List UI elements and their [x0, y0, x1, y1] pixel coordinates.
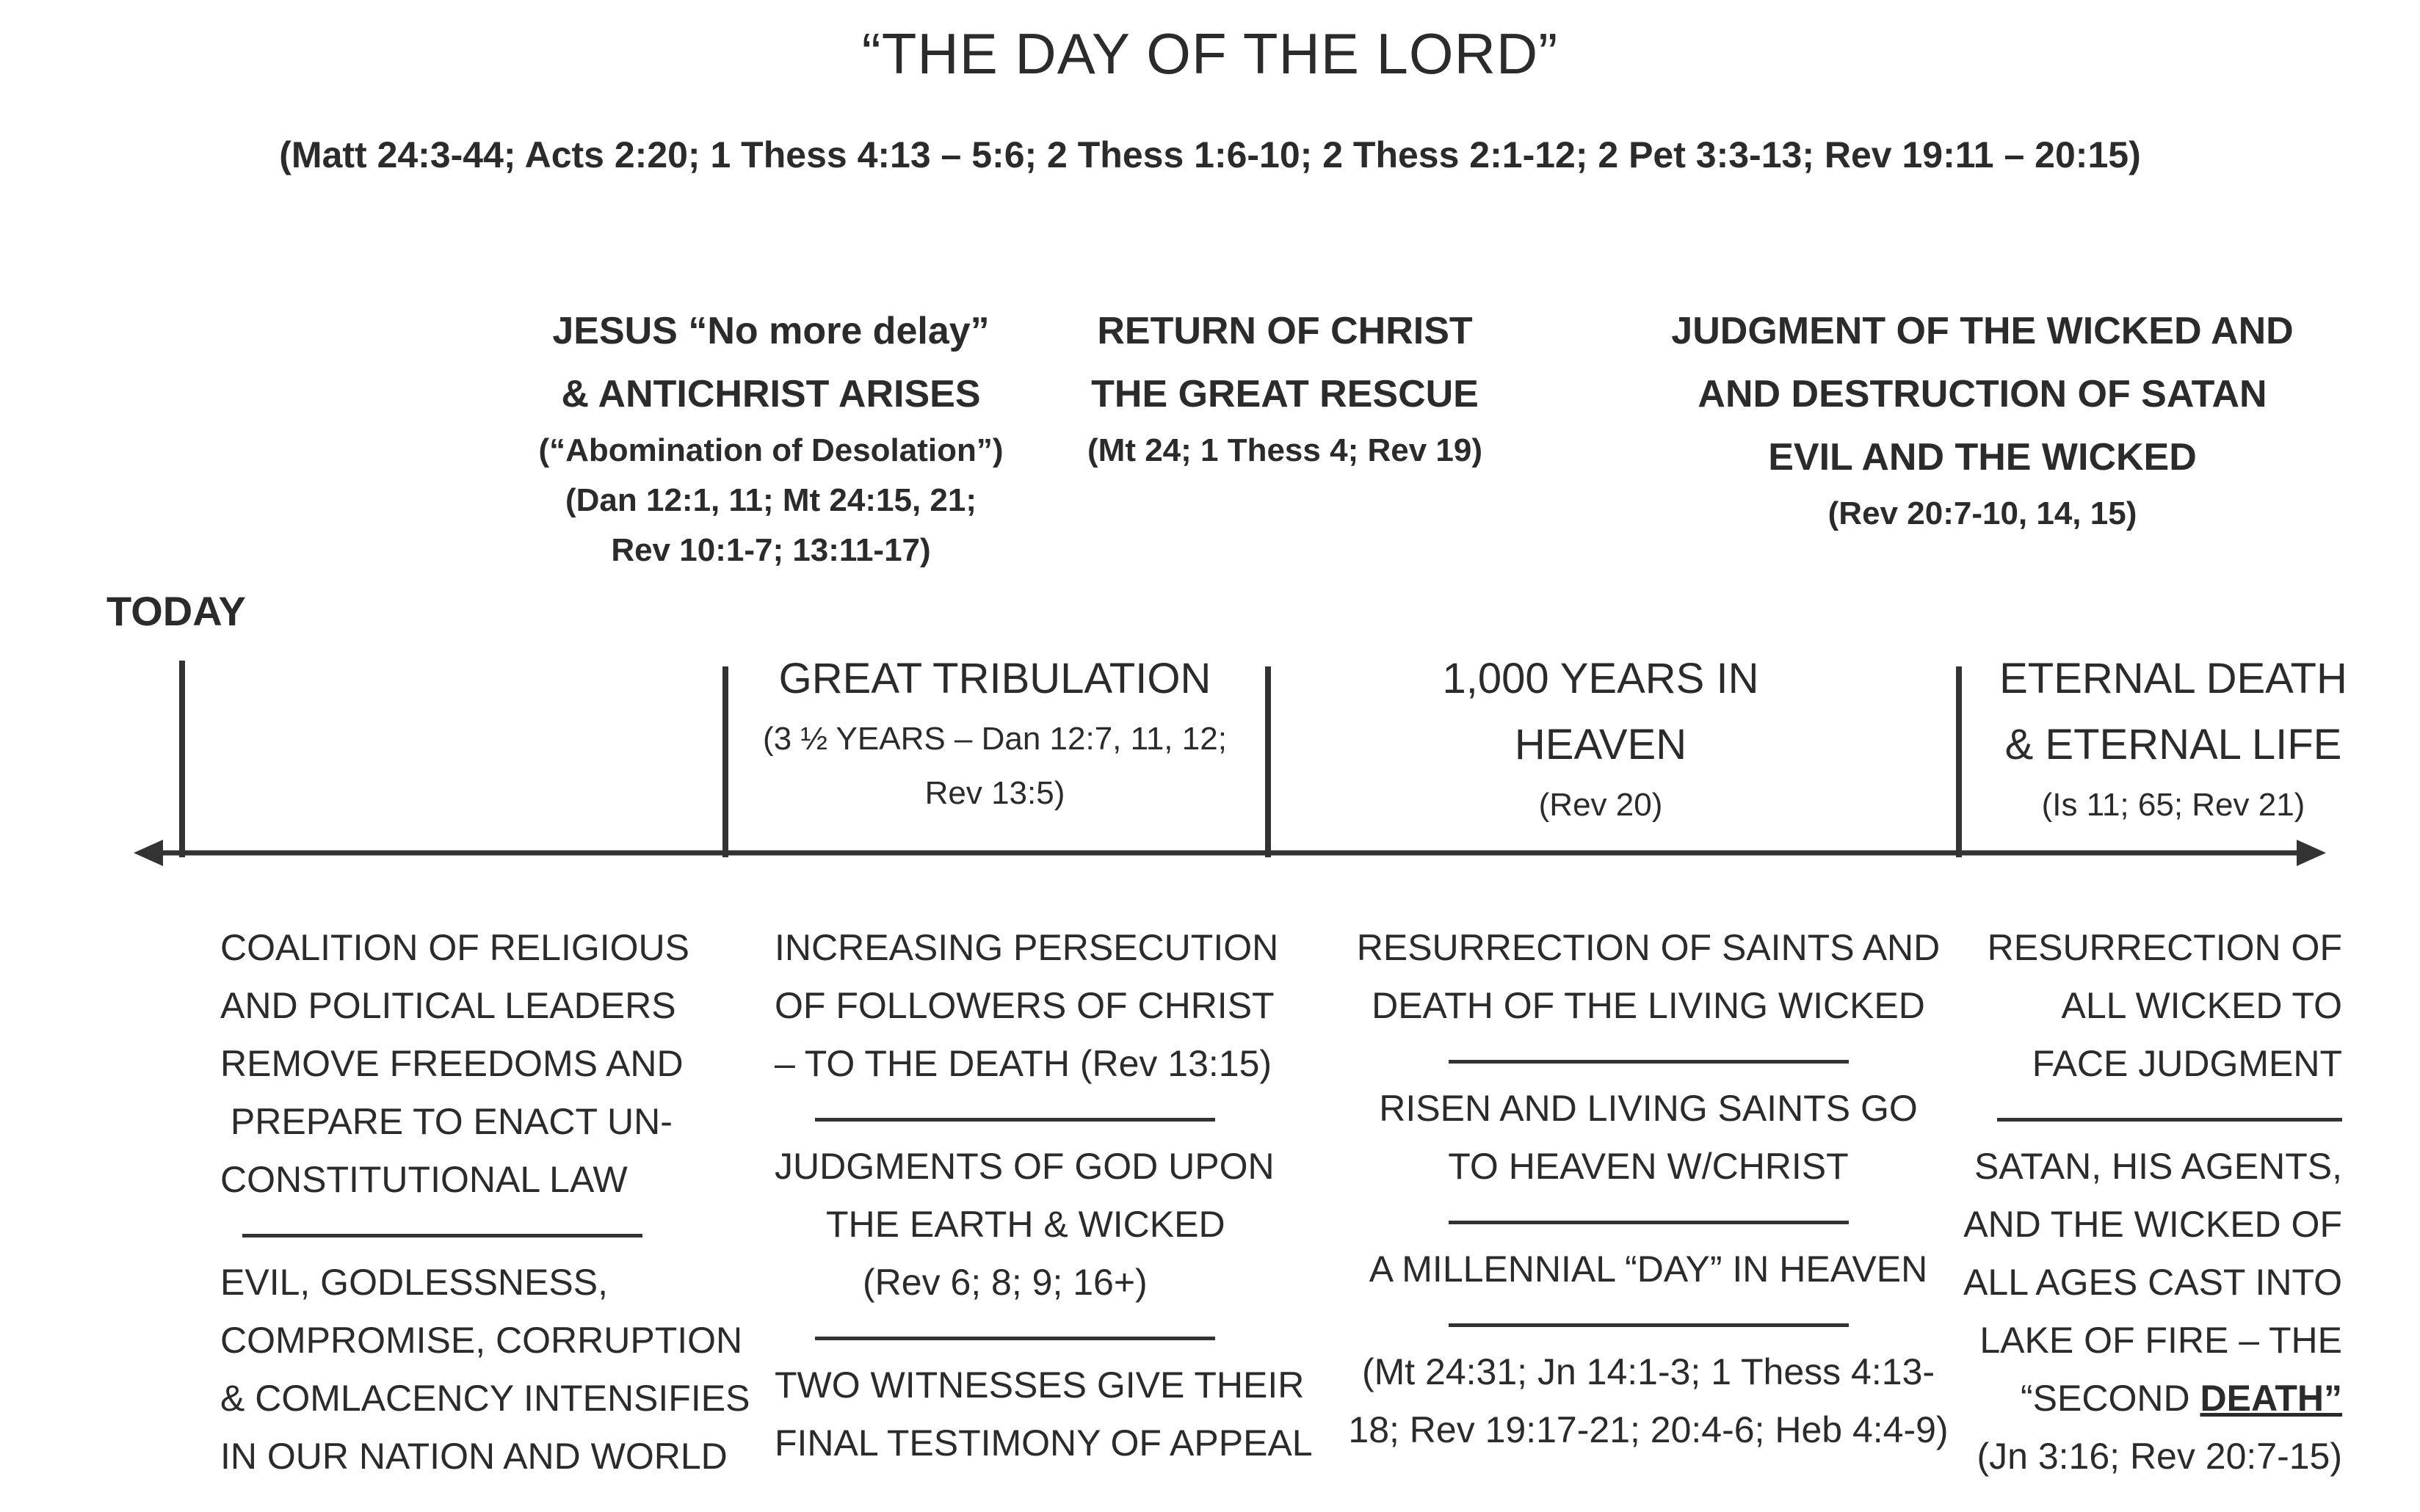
column-today-b2-l4: IN OUR NATION AND WORLD — [220, 1436, 728, 1477]
event-return-line3: (Mt 24; 1 Thess 4; Rev 19) — [1087, 432, 1482, 468]
column-eternal-b2-l5 — [1946, 1370, 2342, 1428]
event-antichrist-line4: (Dan 12:1, 11; Mt 24:15, 21; — [565, 482, 977, 518]
period-tribulation-line3: Rev 13:5) — [924, 775, 1065, 811]
event-return-line1: RETURN OF CHRIST — [1097, 310, 1473, 352]
column-today-b1-l1: COALITION OF RELIGIOUS — [220, 927, 689, 968]
event-judgment-line1: JUDGMENT OF THE WICKED AND — [1671, 310, 2294, 352]
column-today-b1-l4: PREPARE TO ENACT UN- — [220, 1101, 673, 1142]
column-today-b1-l2: AND POLITICAL LEADERS — [220, 985, 676, 1026]
timeline-arrow-right — [2297, 840, 2326, 866]
scripture-references: (Matt 24:3-44; Acts 2:20; 1 Thess 4:13 – 5:6; 2 Thess 1:6-10; 2 Thess 2:1-12; 2 Pet 3:3-13; Rev 19:11 – 20:15) — [279, 134, 2141, 175]
column-mill-b1-l2: DEATH OF THE LIVING WICKED — [1372, 985, 1925, 1026]
column-mill-b4-l2: 18; Rev 19:17-21; 20:4-6; Heb 4:4-9) — [1348, 1409, 1949, 1450]
column-eternal-b2-ref: (Jn 3:16; Rev 20:7-15) — [1977, 1436, 2342, 1477]
period-tribulation-line2: (3 ½ YEARS – Dan 12:7, 11, 12; — [763, 721, 1227, 757]
divider — [1449, 1323, 1849, 1327]
period-tribulation — [756, 646, 1233, 821]
period-millennium-line3: (Rev 20) — [1538, 787, 1663, 823]
period-millennium-line1: 1,000 YEARS IN — [1442, 655, 1759, 702]
column-today-b2-l3: & COMLACENCY INTENSIFIES — [220, 1378, 750, 1419]
event-antichrist-line1: JESUS “No more delay” — [552, 310, 990, 352]
column-mill-b4-l1: (Mt 24:31; Jn 14:1-3; 1 Thess 4:13- — [1361, 1351, 1935, 1392]
period-tribulation-line1: GREAT TRIBULATION — [778, 655, 1211, 702]
column-trib-b3-l2: FINAL TESTIMONY OF APPEAL — [775, 1422, 1313, 1464]
column-mill-b3-l1: A MILLENNIAL “DAY” IN HEAVEN — [1369, 1249, 1928, 1290]
column-trib-b3-l1: TWO WITNESSES GIVE THEIR — [775, 1364, 1305, 1406]
event-antichrist-line2: & ANTICHRIST ARISES — [561, 373, 981, 415]
column-eternal-b2-l2: AND THE WICKED OF — [1963, 1204, 2342, 1245]
timeline-arrow-left — [134, 840, 163, 866]
divider — [1997, 1118, 2342, 1122]
column-today-b1-l5: CONSTITUTIONAL LAW — [220, 1159, 628, 1200]
divider — [242, 1234, 642, 1237]
period-millennium-line2: HEAVEN — [1514, 721, 1687, 768]
column-eternal-b1-l2: ALL WICKED TO — [2061, 985, 2342, 1026]
column-trib-b1-l2: OF FOLLOWERS OF CHRIST — [775, 985, 1275, 1026]
column-eternal-b2-l3: ALL AGES CAST INTO — [1963, 1262, 2342, 1303]
divider — [815, 1118, 1215, 1122]
today-label: TODAY — [106, 588, 246, 634]
column-eternal — [1946, 919, 2342, 1486]
second-death-emphasis: DEATH” — [2200, 1378, 2342, 1419]
divider — [1449, 1060, 1849, 1064]
period-eternal-line3: (Is 11; 65; Rev 21) — [2041, 787, 2305, 823]
column-eternal-b1-l1: RESURRECTION OF — [1987, 927, 2342, 968]
period-eternal-line1: ETERNAL DEATH — [1999, 655, 2347, 702]
column-eternal-b1-l3: FACE JUDGMENT — [2032, 1043, 2342, 1084]
divider — [1449, 1221, 1849, 1224]
column-trib-b1-l3: – TO THE DEATH (Rev 13:15) — [775, 1043, 1272, 1084]
column-today-b1-l3: REMOVE FREEDOMS AND — [220, 1043, 684, 1084]
period-eternal — [1982, 646, 2364, 832]
column-trib-b1-l1: INCREASING PERSECUTION — [775, 927, 1279, 968]
event-judgment-line2: AND DESTRUCTION OF SATAN — [1698, 373, 2267, 415]
column-eternal-b2-l1: SATAN, HIS AGENTS, — [1974, 1146, 2342, 1187]
column-millennium — [1333, 919, 1964, 1459]
column-mill-b2-l1: RISEN AND LIVING SAINTS GO — [1379, 1088, 1918, 1129]
column-mill-b1-l1: RESURRECTION OF SAINTS AND — [1356, 927, 1941, 968]
column-trib-b2-l3: (Rev 6; 8; 9; 16+) — [863, 1262, 1148, 1303]
column-mill-b2-l2: TO HEAVEN W/CHRIST — [1448, 1146, 1849, 1187]
period-eternal-line2: & ETERNAL LIFE — [2004, 721, 2342, 768]
event-antichrist-line3: (“Abomination of Desolation”) — [538, 432, 1004, 468]
divider — [815, 1337, 1215, 1340]
column-tribulation — [775, 919, 1313, 1472]
event-antichrist-line5: Rev 10:1-7; 13:11-17) — [611, 532, 931, 568]
column-trib-b2-l2: THE EARTH & WICKED — [826, 1204, 1225, 1245]
page-title: “THE DAY OF THE LORD” — [861, 21, 1559, 86]
column-today-b2-l1: EVIL, GODLESSNESS, — [220, 1262, 608, 1303]
event-judgment-line3: EVIL AND THE WICKED — [1768, 436, 2197, 479]
column-today — [220, 919, 749, 1486]
period-millennium — [1344, 646, 1858, 832]
column-eternal-b2-l4: LAKE OF FIRE – THE — [1979, 1320, 2342, 1361]
column-trib-b2-l1: JUDGMENTS OF GOD UPON — [775, 1146, 1275, 1187]
second-death-prefix: “SECOND — [2021, 1378, 2200, 1419]
event-return-line2: THE GREAT RESCUE — [1091, 373, 1479, 415]
event-judgment-line4: (Rev 20:7-10, 14, 15) — [1827, 495, 2137, 531]
column-today-b2-l2: COMPROMISE, CORRUPTION — [220, 1320, 743, 1361]
